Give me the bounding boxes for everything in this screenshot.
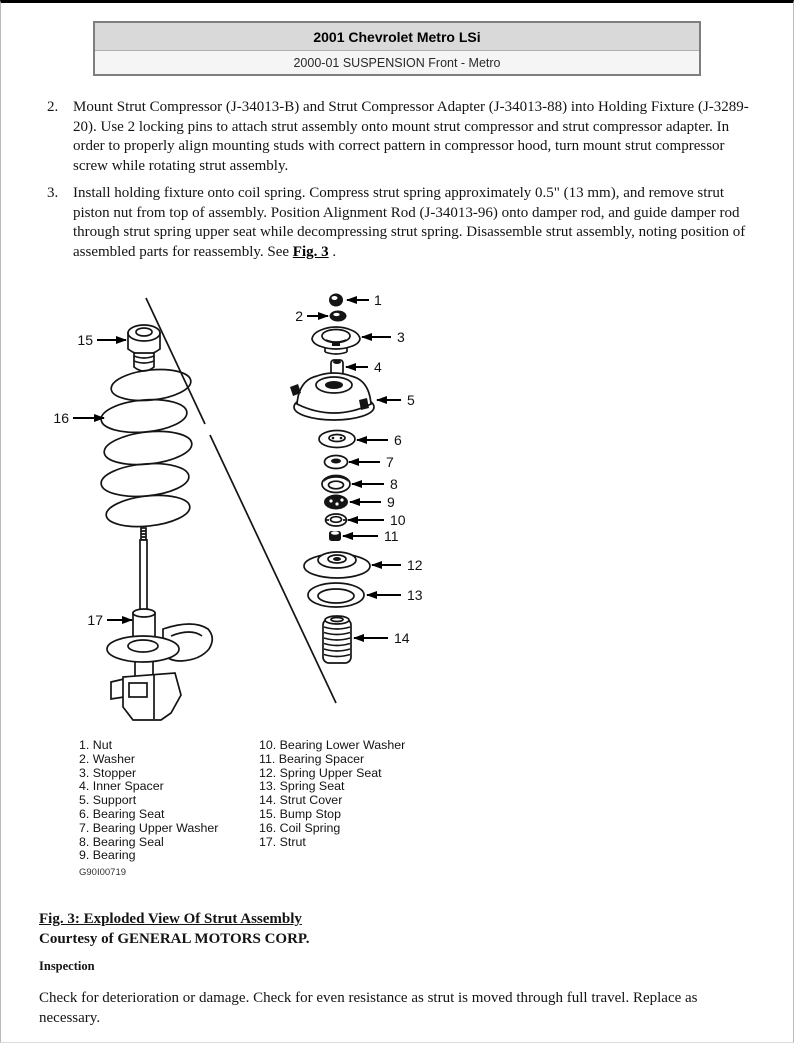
section-subtitle: 2000-01 SUSPENSION Front - Metro [95,51,699,74]
part-11-bearing-spacer [329,528,399,544]
part-13-spring-seat [308,583,423,607]
step-number: 3. [47,185,59,201]
part-8-bearing-seal [322,476,398,493]
part-label: 3 [397,329,405,345]
part-3-stopper [312,327,405,354]
part-item: 2. Washer [79,751,136,766]
parts-list [79,739,405,863]
part-item: 3. Stopper [79,765,137,780]
part-1-nut [329,292,382,308]
part-label: 13 [407,587,423,603]
part-item: 13. Spring Seat [259,779,345,794]
part-label: 1 [374,292,382,308]
part-2-washer [295,308,346,324]
part-label: 8 [390,476,398,492]
strut-figure [41,283,481,895]
part-label: 11 [384,528,399,544]
part-label: 2 [295,308,303,324]
part-label: 17 [87,612,103,628]
inspection-text: Check for deterioration or damage. Check for even resistance as strut is moved through full travel. Replace as necessary. [39,990,698,1026]
vehicle-header [93,21,701,76]
part-label: 12 [407,557,423,573]
part-9-bearing [324,494,395,510]
part-14-strut-cover [323,616,410,663]
part-label: 5 [407,392,415,408]
part-15-bump-stop [77,325,160,371]
part-12-spring-upper-seat [304,552,423,578]
step-text: Mount Strut Compressor (J-34013-B) and Strut Compressor Adapter (J-34013-88) into Holding Fixture (J-3289-20). Use 2 locking pins to attach strut assembly onto mount strut compressor and strut compressor adapter. In order to properly align mounting studs with correct pattern in compressor hood, turn mount strut compressor screw while rotating strut assembly. [73,99,749,174]
part-16-coil-spring [53,366,193,530]
parts-column-right [259,739,405,863]
part-item: 7. Bearing Upper Washer [79,820,219,835]
part-17-strut [87,528,212,720]
figure-caption [39,909,309,949]
part-item: 9. Bearing [79,848,136,863]
step-2 [47,98,761,176]
vehicle-title: 2001 Chevrolet Metro LSi [95,23,699,51]
part-item: 14. Strut Cover [259,793,343,808]
part-6-bearing-seat [319,431,402,449]
parts-column-left [79,739,259,863]
part-7-bearing-upper-washer [325,454,395,470]
part-5-support [290,373,415,420]
part-label: 16 [53,410,69,426]
part-label: 4 [374,359,382,375]
step-text-after: . [328,243,337,260]
step-text [73,184,761,262]
part-label: 7 [386,454,394,470]
step-3 [47,184,761,262]
part-item: 10. Bearing Lower Washer [259,738,406,752]
strut-exploded-diagram [41,283,481,743]
part-item: 4. Inner Spacer [79,779,164,794]
figure-code: G90I00719 [79,867,127,878]
procedure-steps [47,98,761,270]
part-label: 10 [390,512,406,528]
part-item: 1. Nut [79,738,113,752]
caption-title: Fig. 3: Exploded View Of Strut Assembly [39,911,302,927]
part-item: 11. Bearing Spacer [259,751,365,766]
part-label: 6 [394,432,402,448]
part-label: 14 [394,630,410,646]
fig-3-link[interactable]: Fig. 3 [292,243,329,260]
part-item: 8. Bearing Seal [79,834,164,849]
part-label: 9 [387,494,395,510]
part-label: 15 [77,332,93,348]
part-item: 17. Strut [259,834,306,849]
step-text-before: Install holding fixture onto coil spring. Compress strut spring approximately 0.5" (13 mm), and remove strut piston nut from top of assembly. Position Alignment Rod (J-34013-96) onto damper rod, and guide damper rod through strut spring upper seat while decompressing strut spring. Disassemble strut assembly, noting position of assembled parts for reassembly. See [73,185,746,260]
part-item: 15. Bump Stop [259,806,341,821]
part-item: 5. Support [79,793,137,808]
part-item: 6. Bearing Seat [79,806,165,821]
part-item: 12. Spring Upper Seat [259,765,382,780]
part-10-bearing-lower-washer [326,512,406,528]
step-number: 2. [47,99,59,115]
caption-courtesy: Courtesy of GENERAL MOTORS CORP. [39,931,310,947]
part-item: 16. Coil Spring [259,820,341,835]
inspection-heading: Inspection [39,959,95,973]
